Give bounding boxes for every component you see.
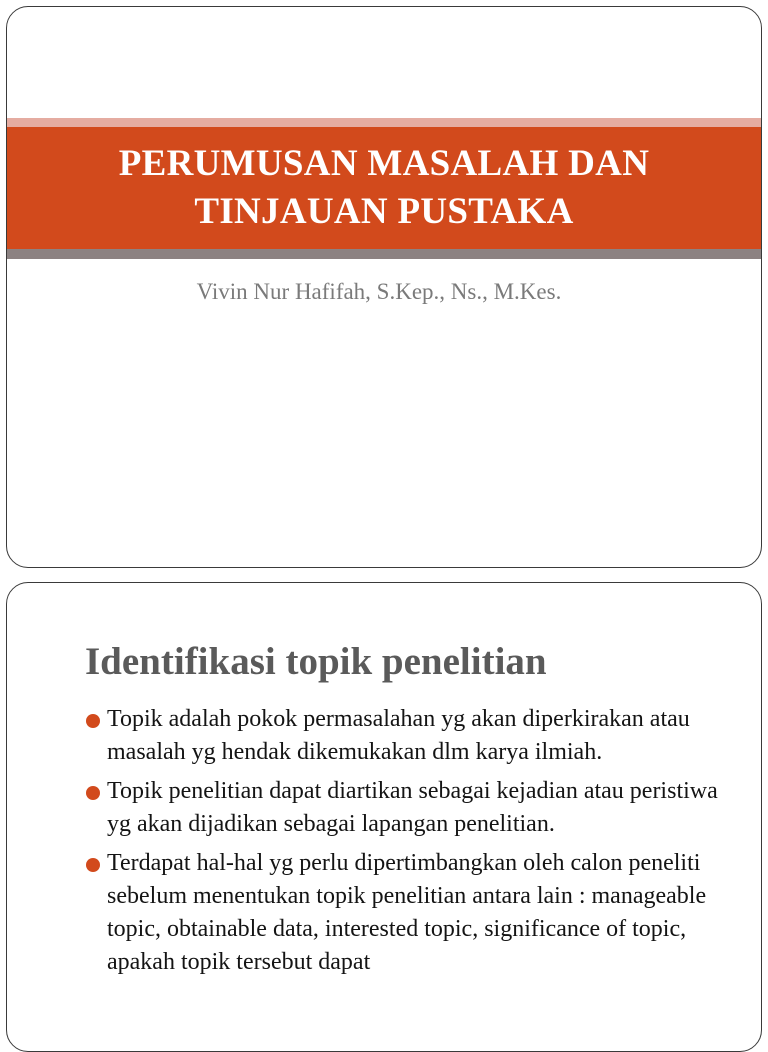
bullet-dot-icon	[86, 786, 100, 800]
bullet-text: Topik penelitian dapat diartikan sebagai kejadian atau peristiwa yg akan dijadikan sebagai lapangan penelitian.	[107, 778, 718, 837]
main-title-line-2: TINJAUAN PUSTAKA	[194, 191, 574, 232]
title-slide	[6, 6, 762, 568]
bottom-accent-stripe	[7, 249, 761, 259]
bullet-item	[85, 775, 745, 841]
bullet-dot-icon	[86, 714, 100, 728]
content-slide	[6, 582, 762, 1052]
bullet-dot-icon	[86, 858, 100, 872]
bullet-item	[85, 703, 745, 769]
title-band	[7, 127, 761, 249]
top-accent-stripe	[7, 118, 761, 127]
bullet-text: Terdapat hal-hal yg perlu dipertimbangkan oleh calon peneliti sebelum menentukan topik penelitian antara lain : manageable topic, obtainable data, interested topic, significance of topic, apakah topik tersebut dapat	[107, 850, 707, 975]
author-subtitle: Vivin Nur Hafifah, S.Kep., Ns., M.Kes.	[196, 279, 562, 304]
main-title	[119, 140, 649, 236]
bullet-list	[85, 703, 745, 985]
main-title-line-1: PERUMUSAN MASALAH DAN	[118, 143, 650, 184]
bullet-text: Topik adalah pokok permasalahan yg akan diperkirakan atau masalah yg hendak dikemukakan dlm karya ilmiah.	[107, 706, 690, 765]
bullet-item	[85, 847, 745, 979]
content-slide-title: Identifikasi topik penelitian	[85, 640, 547, 683]
